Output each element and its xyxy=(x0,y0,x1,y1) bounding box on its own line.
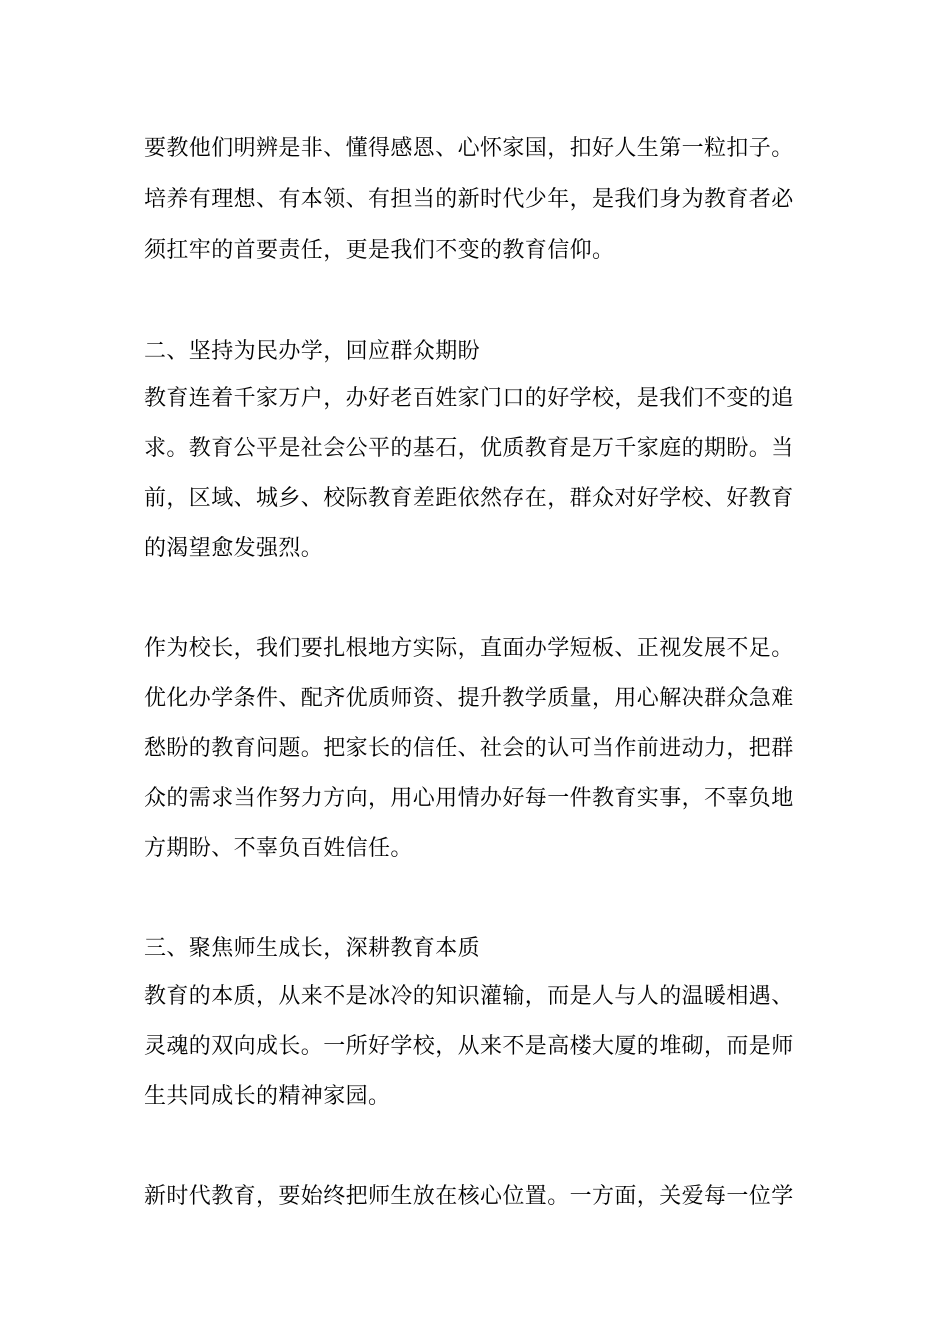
paragraph-line: 生共同成长的精神家园。 xyxy=(144,1084,391,1109)
paragraph-line: 前，区域、城乡、校际教育差距依然存在，群众对好学校、好教育 xyxy=(144,486,794,511)
paragraph-line: 教育的本质，从来不是冰冷的知识灌输，而是人与人的温暖相遇、 xyxy=(144,984,794,1009)
paragraph-line: 教育连着千家万户，办好老百姓家门口的好学校，是我们不变的追 xyxy=(144,386,794,411)
paragraph-line: 培养有理想、有本领、有担当的新时代少年，是我们身为教育者必 xyxy=(144,187,794,212)
section-heading: 二、坚持为民办学，回应群众期盼 xyxy=(144,339,481,364)
paragraph-line: 灵魂的双向成长。一所好学校，从来不是高楼大厦的堆砌，而是师 xyxy=(144,1034,794,1059)
paragraph-line: 须扛牢的首要责任，更是我们不变的教育信仰。 xyxy=(144,238,615,263)
section-heading: 三、聚焦师生成长，深耕教育本质 xyxy=(144,936,481,961)
paragraph-line: 优化办学条件、配齐优质师资、提升教学质量，用心解决群众急难 xyxy=(144,686,794,711)
paragraph-line: 愁盼的教育问题。把家长的信任、社会的认可当作前进动力，把群 xyxy=(144,736,794,761)
paragraph-line: 新时代教育，要始终把师生放在核心位置。一方面，关爱每一位学 xyxy=(144,1184,794,1209)
paragraph-line: 作为校长，我们要扎根地方实际，直面办学短板、正视发展不足。 xyxy=(144,636,794,661)
paragraph-line: 的渴望愈发强烈。 xyxy=(144,536,324,561)
paragraph-line: 方期盼、不辜负百姓信任。 xyxy=(144,836,413,861)
paragraph-line: 众的需求当作努力方向，用心用情办好每一件教育实事，不辜负地 xyxy=(144,786,794,811)
paragraph-line: 要教他们明辨是非、懂得感恩、心怀家国，扣好人生第一粒扣子。 xyxy=(144,136,794,161)
paragraph-line: 求。教育公平是社会公平的基石，优质教育是万千家庭的期盼。当 xyxy=(144,436,794,461)
